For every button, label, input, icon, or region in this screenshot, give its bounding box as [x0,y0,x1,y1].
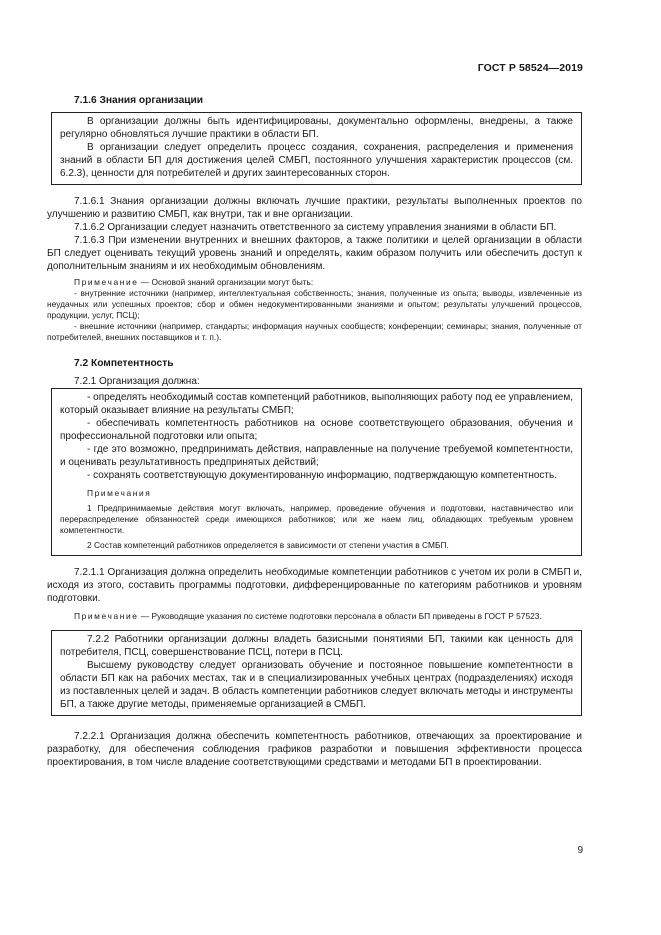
note-intro [47,277,582,288]
note-text: — Основой знаний организации могут быть: [138,277,314,287]
requirement-box-7-1-6 [51,112,582,185]
requirement-box-7-2-1 [51,388,582,556]
section-title-7-2: 7.2 Компетентность [74,358,174,369]
box-paragraph: В организации должны быть идентифицированы, документально оформлены, внедрены, а также регулярно обновляться лучшие практики в области БП. [60,116,573,140]
paragraph-7-1-6-1: 7.1.6.1 Знания организации должны включать лучшие практики, результаты выполненных проектов по улучшению и развитию СМБП, как внутри, так и вне организации. [47,196,582,220]
box-list-item: - определять необходимый состав компетенций работников, выполняющих работу под ее управлением, который оказывает влияние на результаты СМБП; [60,392,573,416]
note-label: Примечание [74,277,139,287]
note-item: 1 Предпринимаемые действия могут включать, например, проведение обучения и подготовки, наставничество или перераспределение обязанностей среди имеющихся работников; или же наем лиц, обладающих требуемым уровнем компетентности. [60,503,573,535]
page-number: 9 [577,845,583,856]
notes-block-7-2-1 [60,488,573,551]
note-text: — Руководящие указания по системе подготовки персонала в области БП приведены в ГОСТ Р 57523. [138,611,542,621]
box-paragraph: 7.2.2 Работники организации должны владеть базисными понятиями БП, такими как ценность для потребителя, ПСЦ, совершенствование ПСЦ, потери в ПСЦ. [60,634,573,658]
notes-label: Примечания [87,488,152,498]
box-list-item: - где это возможно, предпринимать действия, направленные на получение требуемой компетентности, и оценивать результативность предпринятых действий; [60,444,573,468]
standard-code: ГОСТ Р 58524—2019 [477,62,583,74]
note-item: - внутренние источники (например, интеллектуальная собственность; знания, полученные из опыта; выводы, извлеченные из неудачных или успешных проектов; сбор и обмен недокументированными знаниями и опытом; результаты улучшений процессов, продукции, услуг, ПСЦ); [47,288,582,320]
box-paragraph: Высшему руководству следует организовать обучение и постоянное повышение компетентности в области БП как на рабочих местах, так и в специализированных учебных центрах (подразделениях) исходя из поставленных целей и задач. В область компетенции работников следует включать методы и инструменты БП, а также другие методы, применяемые организацией в СМБП. [60,660,573,710]
note-text-line [47,611,582,622]
paragraph-7-1-6-3: 7.1.6.3 При изменении внутренних и внешних факторов, а также политики и целей организации в области БП следует оценивать текущий уровень знаний и определять, каким образом получить или обеспечить доступ к дополнительным знаниям и их необходимым обновлениям. [47,235,582,272]
note-block-7-1-6 [47,277,582,343]
box-list-item: - обеспечивать компетентность работников на основе соответствующего образования, обучения и профессиональной подготовки или опыта; [60,418,573,442]
note-item: 2 Состав компетенций работников определяется в зависимости от степени участия в СМБП. [87,540,449,550]
paragraph-7-2-1: 7.2.1 Организация должна: [74,376,200,387]
paragraph-7-2-1-1: 7.2.1.1 Организация должна определить необходимые компетенции работников с учетом их роли в СМБП и, исходя из этого, составить программы подготовки, дифференцированные по категориям работников и уровням подготовки. [47,567,582,604]
note-item: - внешние источники (например, стандарты; информация научных сообществ; конференции; семинары; знания, полученные от потребителей, внешних поставщиков и т. п.). [47,321,582,342]
box-paragraph: В организации следует определить процесс создания, сохранения, распределения и применения знаний в области БП для достижения целей СМБП, постоянного улучшения характеристик процессов (см. 6.2.3), ценности для потребителей и других заинтересованных сторон. [60,142,573,179]
page-content [47,94,582,769]
section-title-7-1-6: 7.1.6 Знания организации [74,95,204,106]
note-block-7-2-1-1 [47,611,582,622]
box-list-item: - сохранять соответствующую документированную информацию, подтверждающую компетентность. [87,470,558,481]
paragraph-7-1-6-2: 7.1.6.2 Организации следует назначить ответственного за систему управления знаниями в области БП. [74,222,557,233]
paragraph-7-2-2-1: 7.2.2.1 Организация должна обеспечить компетентность работников, отвечающих за проектирование и разработку, для обеспечения соблюдения графиков разработки и повышения эффективности процесса проектирования, в том числе владение соответствующими средствами и методами БП в проектировании. [47,731,582,768]
note-label: Примечание [74,611,139,621]
requirement-box-7-2-2 [51,630,582,716]
